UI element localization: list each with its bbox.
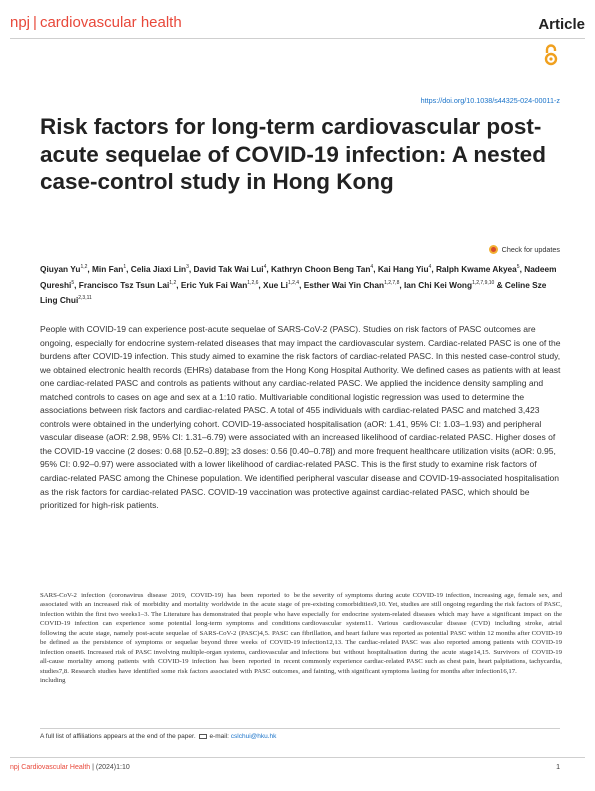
author-name[interactable]: Kai Hang Yiu [377,263,429,274]
author-affiliation-marker: 4 [370,264,374,270]
author-separator: , [188,263,194,274]
author-name[interactable]: Qiuyan Yu [40,263,81,274]
check-for-updates-button[interactable] [489,245,560,254]
footer-journal-name[interactable]: npj Cardiovascular Health [10,764,91,771]
journal-separator: | [33,14,37,31]
author-separator: , [126,263,131,274]
body-column-left: SARS-CoV-2 infection (coronavirus disease 2019, COVID-19) has been reported to be associated with an increased risk of morbidity and mortality worldwide in the acute stage of infection within the first two weeks1–3. The Literature has demonstrated that people who have COVID-19 infection can experience some potential long-term symptoms and conditions following the acute stage, namely post-acute sequelae of SARS-CoV-2 (PASC)4,5. PASC can be defined as the persistence of symptoms or sequelae beyond three weeks of COVID-19 infection onset6. Increased risk of PASC involving multiple-organ systems, cardiovascular and all-cause mortality among patients with COVID-19 infection has been reported in recent studies7,8. Research studies have identified some risk factors associated with PASC outcomes, including [40,592,300,685]
affiliation-note [40,733,276,740]
journal-title[interactable] [10,14,182,31]
author-separator: , [373,263,378,274]
author-name[interactable]: Celine Sze Ling Chui [40,279,547,305]
article-type-label: Article [538,16,585,33]
crossmark-icon [489,245,498,254]
affiliation-text: A full list of affiliations appears at the end of the paper. [40,733,196,740]
author-separator: , [176,279,181,290]
header-divider [10,38,585,39]
author-affiliation-marker: 1,2,7,9,10 [472,279,495,286]
email-label: e-mail: [209,733,229,740]
author-name[interactable]: Xue Li [263,279,288,290]
author-separator: , [87,263,93,274]
page-number: 1 [556,764,560,771]
doi-link[interactable]: https://doi.org/10.1038/s44325-024-00011-z [420,96,560,105]
author-separator: , [258,279,264,290]
author-name[interactable]: Francisco Tsz Tsun Lai [78,279,170,290]
author-affiliation-marker: 4 [263,264,267,270]
abstract: People with COVID-19 can experience post-acute sequelae of SARS-CoV-2 (PASC). Studies on risk factors of PASC outcomes are ongoing, especially for endocrine system-related diseases that may impact the cardiovascular system. Cardiac-related PASC is one of the burdens after COVID-19 infection. This study aimed to examine the risk factors of cardiac-related PASC. In this nested case-control study, we obtained electronic health records (EHRs) database from the Hong Kong Hospital Authority. We defined cases as patients with at least one cardiac-related PASC and controls as patients without any cardiac-related PASC. We applied the incidence density sampling and matched controls to cases on age and sex at a 1:10 ratio. Multivariable conditional logistic regression was used to determine the associations between risk factors and cardiac-related PASC. A total of 455 individuals with cardiac-related PASC and matched 3,423 controls were obtained in the underlying cohort. COVID-19-associated hospitalisation (aOR: 1.41, 95% CI: 1.03–1.93) and peripheral vascular disease (aOR: 2.98, 95% CI: 1.31–6.79) were associated with an increased likelihood of cardiac-related PASC. Higher doses of the COVID-19 vaccine (2 doses: 0.68 [0.52–0.89]; ≥3 doses: 0.56 [0.40–0.78]) and more frequent healthcare utilization visits (aOR: 0.95, 95% CI: 0.92–0.97) were associated with a lower likelihood of cardiac-related PASC. This is the first study to examine risk factors of cardiac-related PASC among the Chinese population. We identified peripheral vascular disease and COVID-19-associated hospitalisation as the risk factors for cardiac-related PASC. COVID-19 vaccination was protective against cardiac-related PASC, which should be prioritized for high-risk patients. [40,324,561,511]
mail-icon [199,734,207,739]
author-name[interactable]: Min Fan [92,263,124,274]
author-separator: & [494,279,505,290]
author-affiliation-marker: 4 [428,264,432,270]
author-affiliation-marker: 1,2,7,8 [384,279,400,286]
author-name[interactable]: Eric Yuk Fai Wan [180,279,248,290]
footer-citation [10,764,130,771]
author-affiliation-marker: 3 [186,264,189,270]
author-affiliation-marker: 1,2,6 [247,279,259,286]
author-name[interactable]: Esther Wai Yin Chan [303,279,385,290]
journal-name: cardiovascular health [39,14,182,31]
author-affiliation-marker: 1,2 [169,279,177,286]
author-affiliation-marker: 5 [71,279,75,286]
author-separator: , [399,279,404,290]
author-name[interactable]: Nadeem Qureshi [40,263,557,290]
author-separator: , [266,263,271,274]
author-name[interactable]: Ralph Kwame Akyea [435,263,517,274]
author-affiliation-marker: 5 [516,264,520,270]
author-list [40,261,560,308]
author-separator: , [431,263,436,274]
author-name[interactable]: David Tak Wai Lui [193,263,264,274]
article-title: Risk factors for long-term cardiovascular post-acute sequelae of COVID-19 infection: A nested case-control study in Hong Kong [40,114,546,194]
author-affiliation-marker: 1 [123,264,127,270]
corresponding-email-link[interactable]: cslchui@hku.hk [230,733,277,740]
author-separator: , [519,263,525,274]
footer-volume: | (2024)1:10 [92,764,130,771]
footnote-divider [40,728,560,729]
author-name[interactable]: Kathryn Choon Beng Tan [271,263,371,274]
journal-header [10,14,585,38]
journal-short: npj [10,14,31,31]
check-for-updates-label: Check for updates [501,245,560,254]
author-affiliation-marker: 2,3,11 [78,295,92,302]
author-separator: , [74,279,79,290]
author-name[interactable]: Celia Jiaxi Lin [130,263,187,274]
author-affiliation-marker: 1,2,4 [287,279,300,286]
author-name[interactable]: Ian Chi Kei Wong [403,279,473,290]
author-separator: , [299,279,304,290]
author-affiliation-marker: 1,2 [80,264,88,270]
open-access-icon[interactable] [543,44,559,66]
footer-divider [10,757,585,758]
body-column-right: the severity of symptoms during acute COVID-19 infection, increasing age, female sex, and pre-existing comorbidities9,10. Yet, studies are still ongoing regarding the risk factors of PASC, especially for endocrine system-related diseases which may have a significant impact on the cardiovascular system11. Various cardiovascular disease (CVD) including stroke, atrial fibrillation, and heart failure was reported as potential PASC within 12 months after COVID-19 infection12,13. The cardiac-related PASC was also reported among patients with COVID-19 infections but without hospitalisation during the acute stage14,15. Survivors of COVID-19 commonly experience cardiac-related PASC such as chest pain, heart palpitations, tachycardia, and fainting, with significant symptoms lasting for months after infection16,17. [302,592,562,675]
